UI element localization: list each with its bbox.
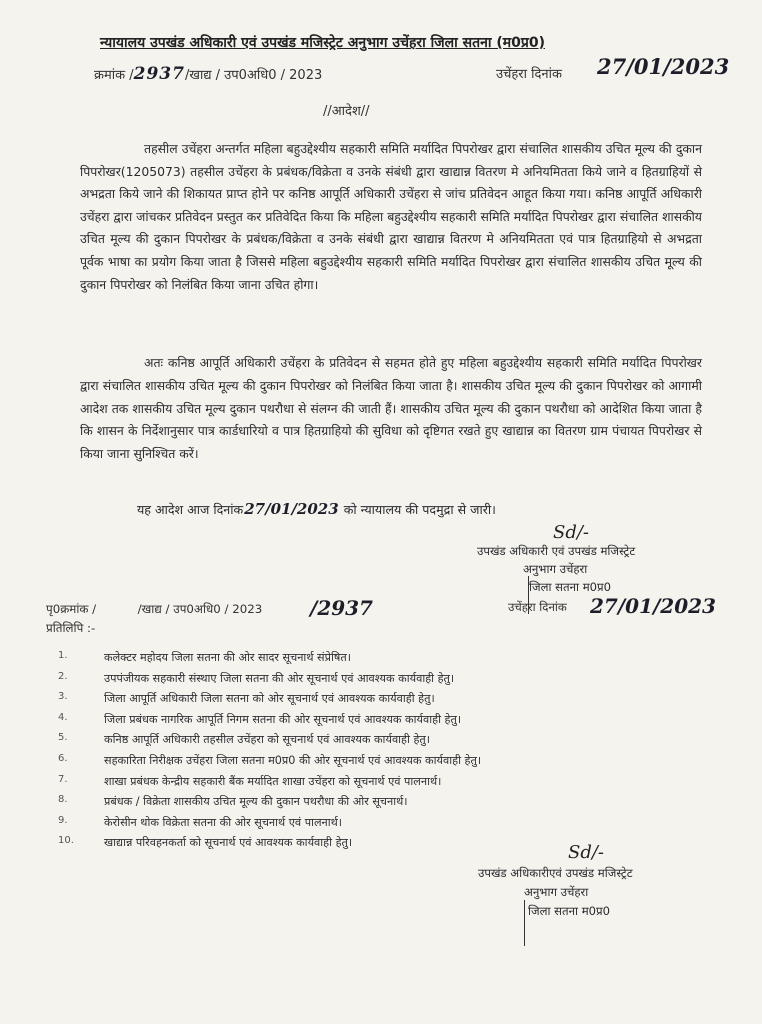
date-handwritten: 27/01/2023 — [597, 54, 730, 79]
reference-prefix: क्रमांक / — [94, 68, 134, 83]
endorsement-date-handwritten: 27/01/2023 — [590, 594, 716, 618]
list-item: 8. प्रबंधक / विक्रेता शासकीय उचित मूल्य की दुकान पथरौधा की ओर सूचनार्थ। — [58, 794, 408, 809]
order-heading: //आदेश// — [323, 104, 370, 119]
copy-list — [58, 650, 658, 856]
signature-2-designation: उपखंड अधिकारीएवं उपखंड मजिस्ट्रेट — [478, 866, 633, 880]
list-item: 9. केरोसीन थोक विक्रेता सतना की ओर सूचनार्थ एवं पालनार्थ। — [58, 814, 343, 829]
copy-to-label: प्रतिलिपि :- — [46, 621, 96, 635]
list-item: 10. खाद्यान्न परिवहनकर्ता को सूचनार्थ एवं आवश्यक कार्यवाही हेतु। — [58, 835, 353, 850]
date-label: उचेंहरा दिनांक — [496, 67, 562, 82]
signature-block-2 — [478, 864, 633, 921]
signature-2-subdivision: अनुभाग उचेंहरा — [524, 885, 589, 899]
issue-date-handwritten: 27/01/2023 — [244, 500, 339, 518]
endorsement-date-label: उचेंहरा दिनांक — [508, 600, 567, 614]
signature-block-1 — [477, 542, 635, 596]
endorsement-line — [46, 601, 262, 617]
order-paragraph-2: अतः कनिष्ठ आपूर्ति अधिकारी उचेंहरा के प्रतिवेदन से सहमत होते हुए महिला बहुउद्देश्यीय सहकारी समिति मर्यादित पिपरोखर द्वारा संचालित शासकीय उचित मूल्य की दुकान पिपरोखर को निलंबित किया जाता है। शासकीय उचित मूल्य की दुकान पिपरोखर को आगामी आदेश तक शासकीय उचित मूल्य दुकान पथरौधा से संलग्न की जाती हैं। शासकीय उचित मूल्य की दुकान पथरौधा को आदेशित किया जाता है कि शासन के निर्देशानुसार पात्र कार्डधारियो व पात्र हितग्राहियो की सुविधा को दृष्टिगत रखते हुए खाद्यान्न का वितरण ग्राम पंचायत पिपरोखर से किया जाना सुनिश्चित करें। — [80, 355, 702, 462]
signature-2-rule — [524, 900, 525, 946]
endorsement-number-handwritten: /2937 — [310, 596, 373, 620]
list-item: 3. जिला आपूर्ति अधिकारी जिला सतना को ओर सूचनार्थ एवं आवश्यक कार्यवाही हेतु। — [58, 691, 435, 706]
list-item: 7. शाखा प्रबंधक केन्द्रीय सहकारी बैंक मर्यादित शाखा उचेंहरा को सूचनार्थ एवं पालनार्थ। — [58, 773, 442, 788]
signature-1-mark: Sd/- — [553, 522, 589, 543]
list-item: 6. सहकारिता निरीक्षक उचेंहरा जिला सतना म0प्र0 की ओर सूचनार्थ एवं आवश्यक कार्यवाही हेतु। — [58, 752, 482, 767]
issue-line-after: को न्यायालय की पदमुद्रा से जारी। — [343, 502, 496, 517]
reference-line — [94, 64, 322, 84]
signature-1-subdivision: अनुभाग उचेंहरा — [523, 562, 588, 576]
endorsement-mid: /खाद्य / उप0अधि0 / 2023 — [137, 602, 263, 616]
order-paragraph-1: तहसील उचेंहरा अन्तर्गत महिला बहुउद्देश्यीय सहकारी समिति मर्यादित पिपरोखर द्वारा संचालित शासकीय उचित मूल्य की दुकान पिपरोखर(1205073) तहसील उचेंहरा के प्रबंधक/विक्रेता व उनके संबंधी द्वारा खाद्यान्न वितरण मे अनियमितता किये जाने व हितग्राहियों से अभद्रता किये जाने की शिकायत प्राप्त होने पर कनिष्ठ आपूर्ति अधिकारी उचेंहरा से जांच प्रतिवेदन आहूत किया गया। कनिष्ठ आपूर्ति अधिकारी उचेंहरा द्वारा जांचकर प्रतिवेदन प्रस्तुत कर प्रतिवेदित किया कि महिला बहुउद्देश्यीय सहकारी समिति मर्यादित पिपरोखर द्वारा संचालित शासकीय उचित मूल्य की दुकान पिपरोखर के प्रबंधक/विक्रेता व उनके संबंधी द्वारा खाद्यान्न वितरण मे अनियमितता एवं पात्र हितग्राहियो से अभद्रता पूर्वक भाषा का प्रयोग किया जाता है जिससे महिला बहुउद्देश्यीय सहकारी समिति मर्यादित पिपरोखर द्वारा संचालित शासकीय उचित मूल्य की दुकान पिपरोखर को निलंबित किया जाना उचित होगा। — [80, 141, 702, 292]
signature-2-mark: Sd/- — [568, 842, 604, 863]
signature-2-district: जिला सतना म0प्र0 — [528, 904, 611, 918]
list-item: 1. कलेक्टर महोदय जिला सतना की ओर सादर सूचनार्थ संप्रेषित। — [58, 650, 351, 664]
signature-1-district: जिला सतना म0प्र0 — [529, 580, 612, 594]
issue-line-before: यह आदेश आज दिनांक — [137, 502, 244, 517]
reference-number-handwritten: 2937 — [133, 64, 185, 84]
signature-1-designation: उपखंड अधिकारी एवं उपखंड मजिस्ट्रेट — [477, 544, 636, 558]
reference-suffix: /खाद्य / उप0अधि0 / 2023 — [184, 68, 323, 83]
court-title: न्यायालय उपखंड अधिकारी एवं उपखंड मजिस्ट्रेट अनुभाग उचेंहरा जिला सतना (म0प्र0) — [100, 35, 545, 51]
list-item: 2. उपपंजीयक सहकारी संस्थाए जिला सतना की ओर सूचनार्थ एवं आवश्यक कार्यवाही हेतु। — [58, 670, 455, 685]
list-item: 4. जिला प्रबंधक नागरिक आपूर्ति निगम सतना की ओर सूचनार्थ एवं आवश्यक कार्यवाही हेतु। — [58, 711, 462, 726]
endorsement-prefix: पृ0क्रमांक / — [46, 602, 97, 616]
issue-line — [137, 500, 496, 518]
list-item: 5. कनिष्ठ आपूर्ति अधिकारी तहसील उचेंहरा को सूचनार्थ एवं आवश्यक कार्यवाही हेतु। — [58, 732, 431, 747]
